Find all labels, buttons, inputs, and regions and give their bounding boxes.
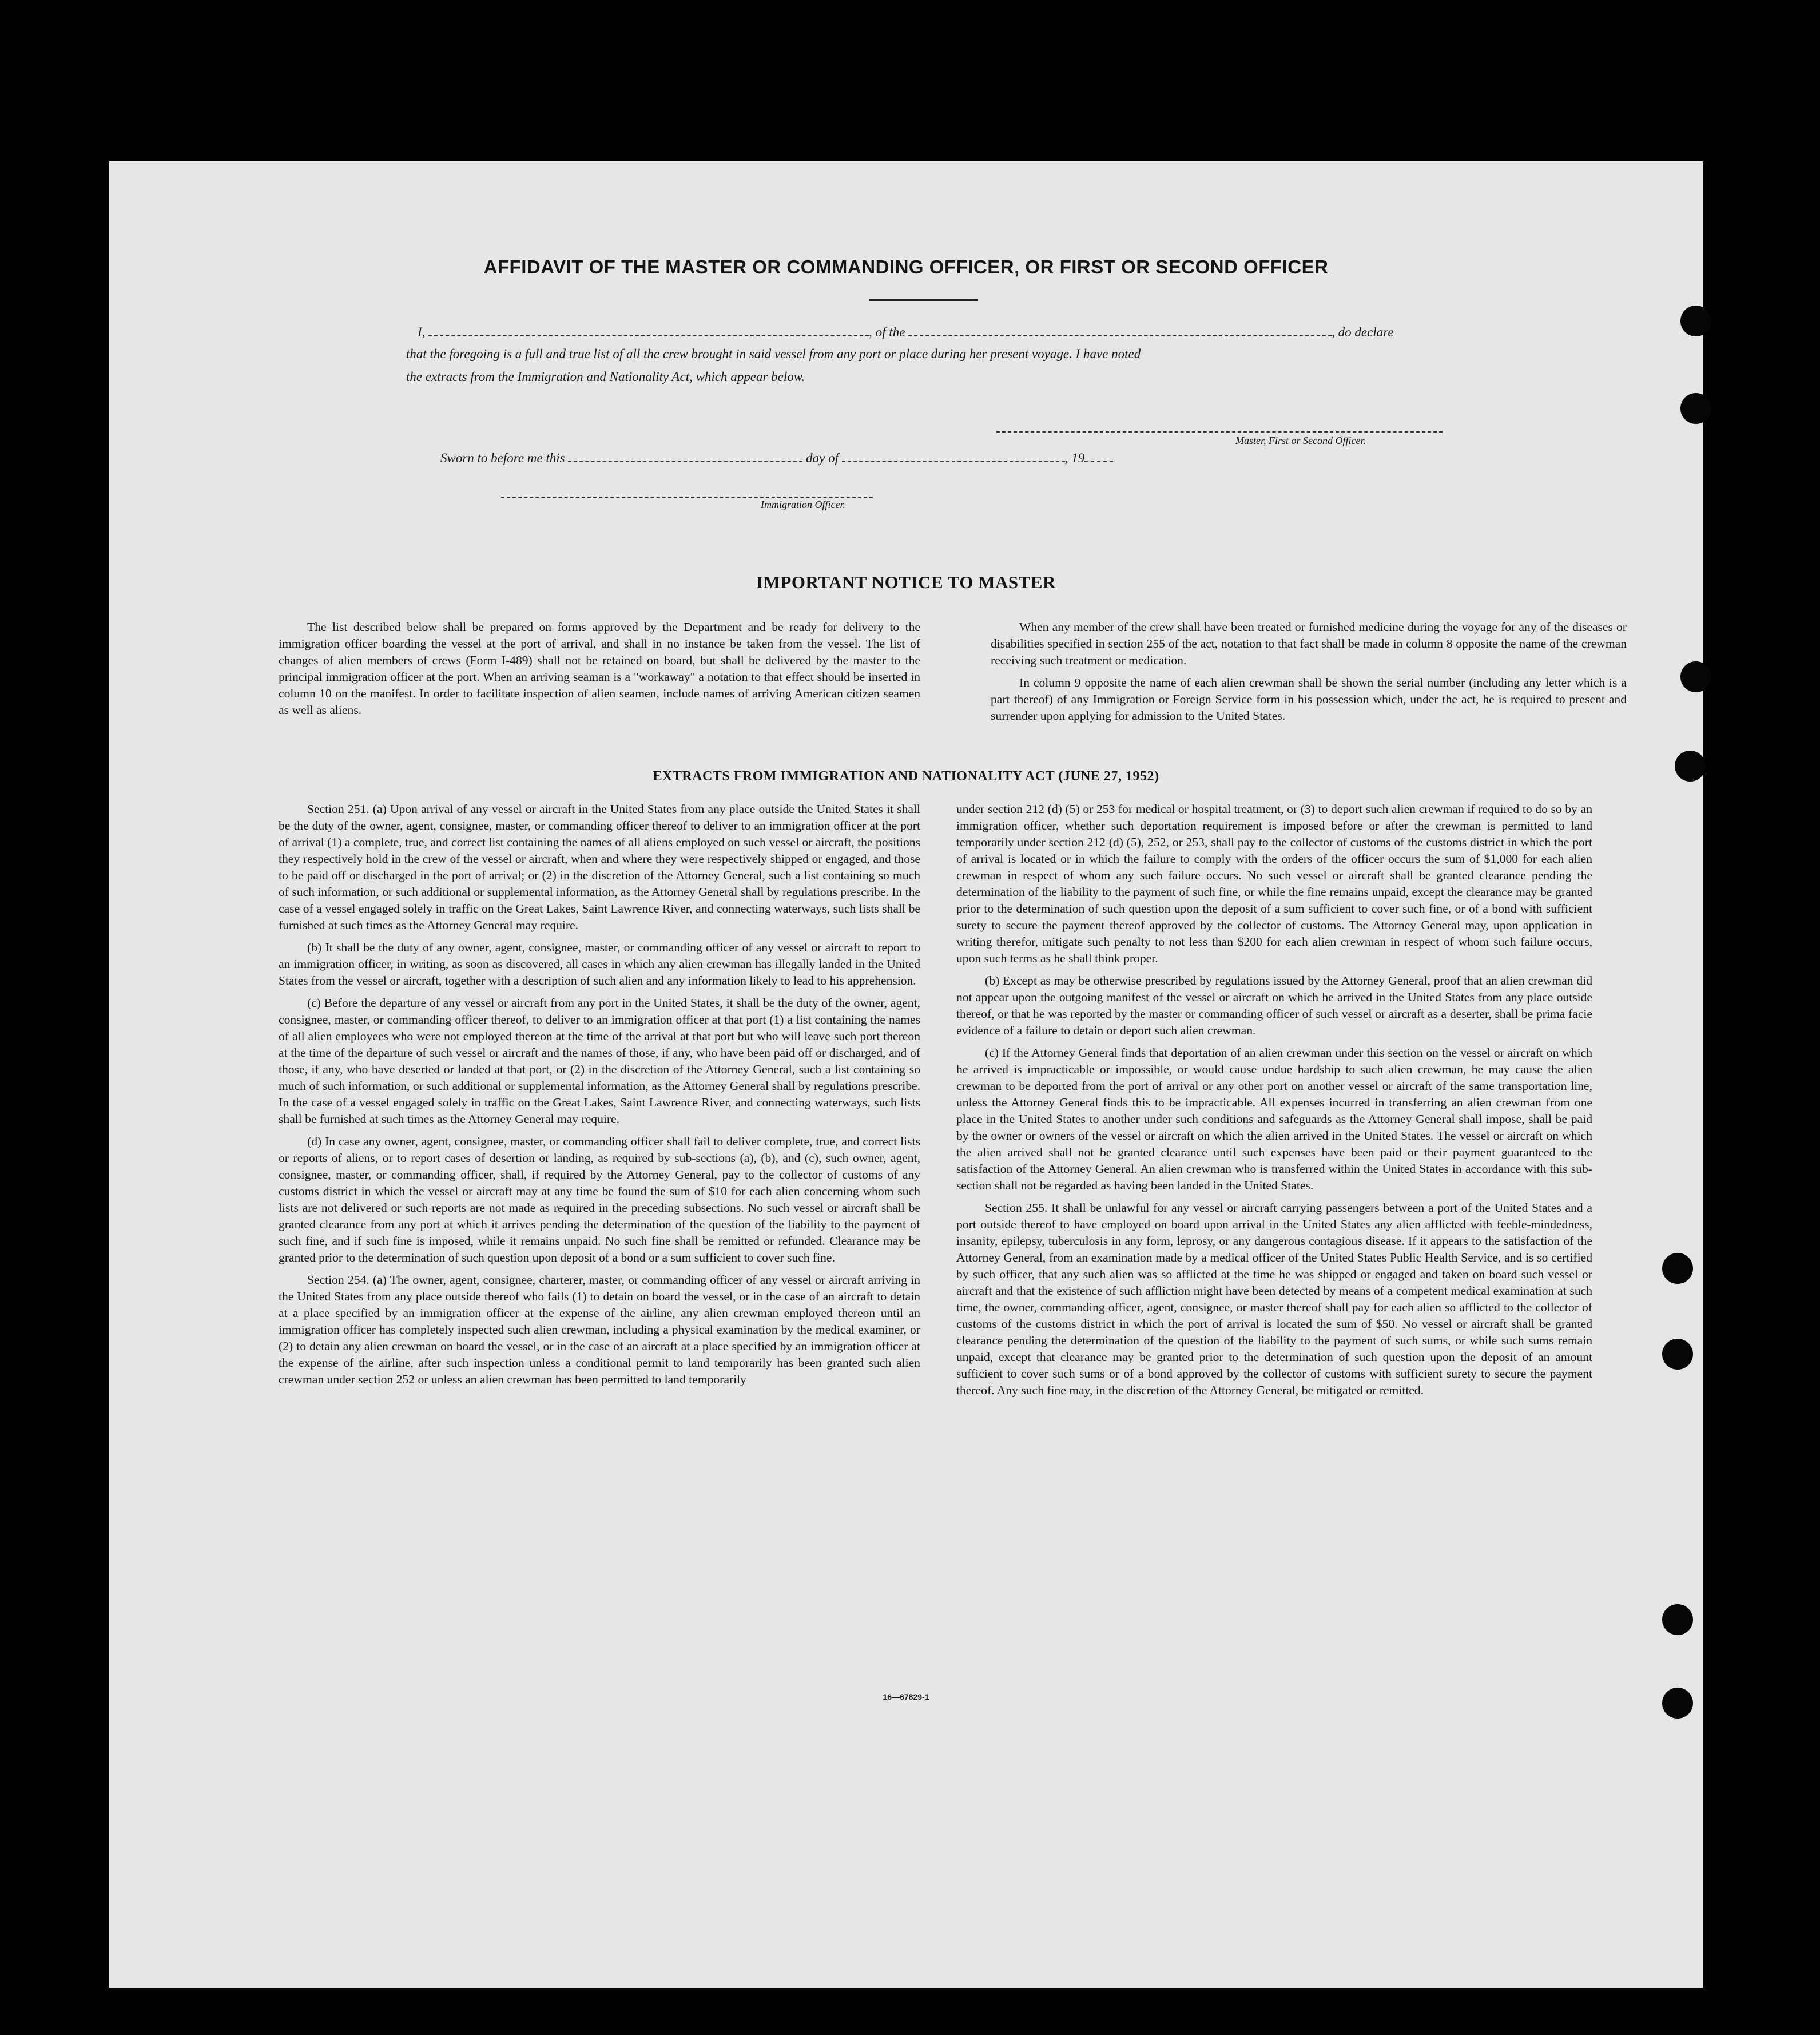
- master-signature-label: Master, First or Second Officer.: [1235, 435, 1366, 446]
- affidavit-i-label: I,: [418, 325, 426, 339]
- section-254-c: (c) If the Attorney General finds that deportation of an alien crewman under this section on the vessel or aircraft on which he arrived is impracticable or impossible, or would cause undue hardship to such alien crewman, he may cause the alien crewman to be deported from the port of arrival or any other port on another vessel or aircraft of the same transportation line, unless the Attorney General finds this to be impracticable. All expenses incurred in transferring an alien crewman from one place in the United States to another under such conditions and safeguards as the Attorney General shall impose, shall be paid by the owner or owners of the vessel or aircraft on which the alien arrived in the United States. The vessel or aircraft on which the alien arrived shall not be granted clearance until such expenses have been paid or their payment guaranteed to the satisfaction of the Attorney General. An alien crewman who is transferred within the United States in accordance with this sub-section shall not be regarded as having been landed in the United States.: [956, 1046, 1592, 1192]
- section-254-a: Section 254. (a) The owner, agent, consignee, charterer, master, or commanding officer of any vessel or aircraft arriving in the United States from any place outside thereof who fails (1) to detain on board the vessel, or in the case of an aircraft to detain at a place specified by an immigration officer at the expense of the airline, any alien crewman employed thereon until an immigration officer has completely inspected such alien crewman, including a physical examination by the medical examiner, or (2) to detain any alien crewman on board the vessel, or in the case of an aircraft at a place specified by an immigration officer at the expense of the airline, after such inspection unless a conditional permit to land temporarily has been granted such alien crewman under section 252 or unless an alien crewman has been permitted to land temporarily: [279, 1273, 920, 1386]
- section-251-c: (c) Before the departure of any vessel or aircraft from any port in the United States, it shall be the duty of the owner, agent, consignee, master, or commanding officer thereof, to deliver to an immigration officer at that port (1) a list containing the names of all alien employees who were not employed thereon at the time of the arrival at that port but who will leave such port thereon at the time of the departure of such vessel or aircraft and the names of those, if any, who have been paid off or discharged, and of those, if any, who have deserted or landed at that port, or (2) in the discretion of the Attorney General, such a list containing so much of such information, or such additional or supplemental information, as the Attorney General shall by regulations prescribe. In the case of a vessel engaged solely in traffic on the Great Lakes, Saint Lawrence River, and connecting waterways, such lists shall be furnished at such times as the Attorney General may require.: [279, 996, 920, 1126]
- affidavit-line-1: [418, 324, 1394, 340]
- sworn-label: Sworn to before me this: [440, 451, 565, 465]
- punch-hole: [1675, 751, 1706, 782]
- officer-signature-line[interactable]: [501, 485, 873, 498]
- extracts-left-column: [279, 801, 920, 1394]
- notice-paragraph: When any member of the crew shall have been treated or furnished medicine during the voyage for any of the diseases or disabilities specified in section 255 of the act, notation to that fact shall be made in column 8 opposite the name of the crewman receiving such treatment or medication.: [991, 620, 1627, 667]
- section-251-b: (b) It shall be the duty of any owner, agent, consignee, master, or commanding officer of any vessel or aircraft to report to an immigration officer, in writing, as soon as discovered, all cases in which any alien crewman has illegally landed in the United States from the vessel or aircraft, together with a description of such alien and any information likely to lead to his apprehension.: [279, 941, 920, 987]
- section-251-a: Section 251. (a) Upon arrival of any vessel or aircraft in the United States from any place outside the United States it shall be the duty of the owner, agent, consignee, master, or commanding officer thereof to deliver to an immigration officer at the port of arrival (1) a complete, true, and correct list containing the names of all aliens employed on such vessel or aircraft, the positions they respectively hold in the crew of the vessel or aircraft, when and where they were respectively shipped or engaged, and those to be paid off or discharged in the port of arrival; or (2) in the discretion of the Attorney General, such a list containing so much of such information, or such additional or supplemental information, as the Attorney General shall by regulations prescribe. In the case of a vessel engaged solely in traffic on the Great Lakes, Saint Lawrence River, and connecting waterways, such lists shall be furnished at such times as the Attorney General may require.: [279, 802, 920, 932]
- punch-hole: [1680, 393, 1711, 424]
- officer-signature-label: Immigration Officer.: [761, 499, 845, 510]
- title-underline: [869, 299, 978, 301]
- day-of-label: day of: [806, 451, 839, 465]
- vessel-field[interactable]: [908, 324, 1332, 336]
- year-label: , 19: [1064, 451, 1085, 465]
- master-signature-line[interactable]: [996, 420, 1443, 433]
- section-254-a-continued: under section 212 (d) (5) or 253 for medical or hospital treatment, or (3) to deport such alien crewman if required to do so by an immigration officer, whether such deportation requirement is imposed before or after the crewman is permitted to land temporarily under section 212 (d) (5), 252, or 253, shall pay to the collector of customs of the customs district in which the port of arrival is located or in which the failure to comply with the orders of the officer occurs the sum of $1,000 for each alien crewman in respect of whom any such failure occurs. No such vessel or aircraft shall be granted clearance pending the determination of the liability to the payment of such fine, or while the fine remains unpaid, except the clearance may be granted prior to the determination of such question upon the deposit of a sum sufficient to cover such fine, or of a bond with sufficient surety to secure the payment thereof approved by the collector of customs. The Attorney General may, upon application in writing therefor, mitigate such penalty to not less than $200 for each alien crewman in respect of whom such failure occurs, upon such terms as he shall think proper.: [956, 802, 1592, 965]
- declare-label: , do declare: [1332, 325, 1394, 339]
- punch-hole: [1680, 306, 1711, 336]
- affidavit-title: AFFIDAVIT OF THE MASTER OR COMMANDING OFFICER, OR FIRST OR SECOND OFFICER: [483, 256, 1329, 277]
- notice-title: IMPORTANT NOTICE TO MASTER: [756, 572, 1056, 592]
- year-field[interactable]: [1084, 450, 1113, 462]
- punch-hole: [1662, 1688, 1693, 1719]
- notice-left-column: [279, 619, 920, 724]
- affidavit-line-3: the extracts from the Immigration and Nationality Act, which appear below.: [406, 370, 805, 384]
- punch-hole: [1662, 1253, 1693, 1284]
- punch-hole: [1662, 1604, 1693, 1635]
- notice-right-column: [991, 619, 1627, 730]
- sworn-month-field[interactable]: [842, 450, 1065, 462]
- sworn-date-field[interactable]: [568, 450, 802, 462]
- extracts-title: EXTRACTS FROM IMMIGRATION AND NATIONALITY ACT (JUNE 27, 1952): [653, 769, 1159, 784]
- section-254-b: (b) Except as may be otherwise prescribed by regulations issued by the Attorney General, proof that an alien crewman did not appear upon the outgoing manifest of the vessel or aircraft on which he arrived in the United States from any place outside thereof, or that he was reported by the master or commanding officer of such vessel or aircraft as a deserter, shall be prima facie evidence of a failure to detain or deport such alien crewman.: [956, 974, 1592, 1037]
- section-255: Section 255. It shall be unlawful for any vessel or aircraft carrying passengers between a port of the United States and a port outside thereof to have employed on board upon arrival in the United States any alien afflicted with feeble-mindedness, insanity, epilepsy, tuberculosis in any form, leprosy, or any dangerous contagious disease. If it appears to the satisfaction of the Attorney General, from an examination made by a medical officer of the United States Public Health Service, and is so certified by such officer, that any such alien was so afflicted at the time he was shipped or engaged and taken on board such vessel or aircraft and that the existence of such affliction might have been detected by means of a competent medical examination at such time, the owner, commanding officer, agent, consignee, or master thereof shall pay for each alien so afflicted to the collector of customs of the customs district in which the port of arrival is located the sum of $50. No vessel or aircraft shall be granted clearance pending the determination of the question of the liability to the payment of such sums, or while such sums remain unpaid, except that clearance may be granted prior to the determination of such question upon the deposit of an amount sufficient to cover such sums or of a bond approved by the collector of customs with sufficient surety to secure the payment thereof. Any such fine may, in the discretion of the Attorney General, be mitigated or remitted.: [956, 1201, 1592, 1397]
- of-the-label: , of the: [869, 325, 905, 339]
- notice-paragraph: The list described below shall be prepared on forms approved by the Department and be ready for delivery to the immigration officer boarding the vessel at the port of arrival, and shall in no instance be taken from the vessel. The list of changes of alien members of crews (Form I-489) shall not be retained on board, but shall be delivered by the master to the principal immigration officer at the port. When an arriving seaman is a "workaway" a notation to that effect should be inserted in column 10 on the manifest. In order to facilitate inspection of alien seamen, include names of arriving American citizen seamen as well as aliens.: [279, 620, 920, 717]
- punch-hole: [1662, 1339, 1693, 1370]
- section-251-d: (d) In case any owner, agent, consignee, master, or commanding officer shall fail to deliver complete, true, and correct lists or reports of aliens, or to report cases of desertion or landing, as required by sub-sections (a), (b), and (c), such owner, agent, consignee, master, or commanding officer, shall, if required by the Attorney General, pay to the collector of customs of any customs district in which the vessel or aircraft may at any time be found the sum of $10 for each alien concerning whom such lists are not delivered or such reports are not made as required in the preceding subsections. No such vessel or aircraft shall be granted clearance from any port at which it arrives pending the determination of the question of the liability to the payment of such fine, and if such fine is imposed, while it remains unpaid. No such fine shall be remitted or refunded. Clearance may be granted prior to the determination of such question upon deposit of a bond or a sum sufficient to cover such fine.: [279, 1134, 920, 1264]
- name-field[interactable]: [428, 324, 869, 336]
- form-number: 16—67829-1: [883, 1692, 929, 1701]
- notice-paragraph: In column 9 opposite the name of each alien crewman shall be shown the serial number (including any letter which is a part thereof) of any Immigration or Foreign Service form in his possession which, under the act, he is required to present and surrender upon applying for admission to the United States.: [991, 676, 1627, 723]
- sworn-line: [440, 450, 1113, 466]
- affidavit-line-2: that the foregoing is a full and true list of all the crew brought in said vessel from any port or place during her present voyage. I have noted: [406, 347, 1141, 361]
- extracts-right-column: [956, 801, 1592, 1405]
- punch-hole: [1680, 661, 1711, 692]
- form-page: [109, 161, 1703, 1988]
